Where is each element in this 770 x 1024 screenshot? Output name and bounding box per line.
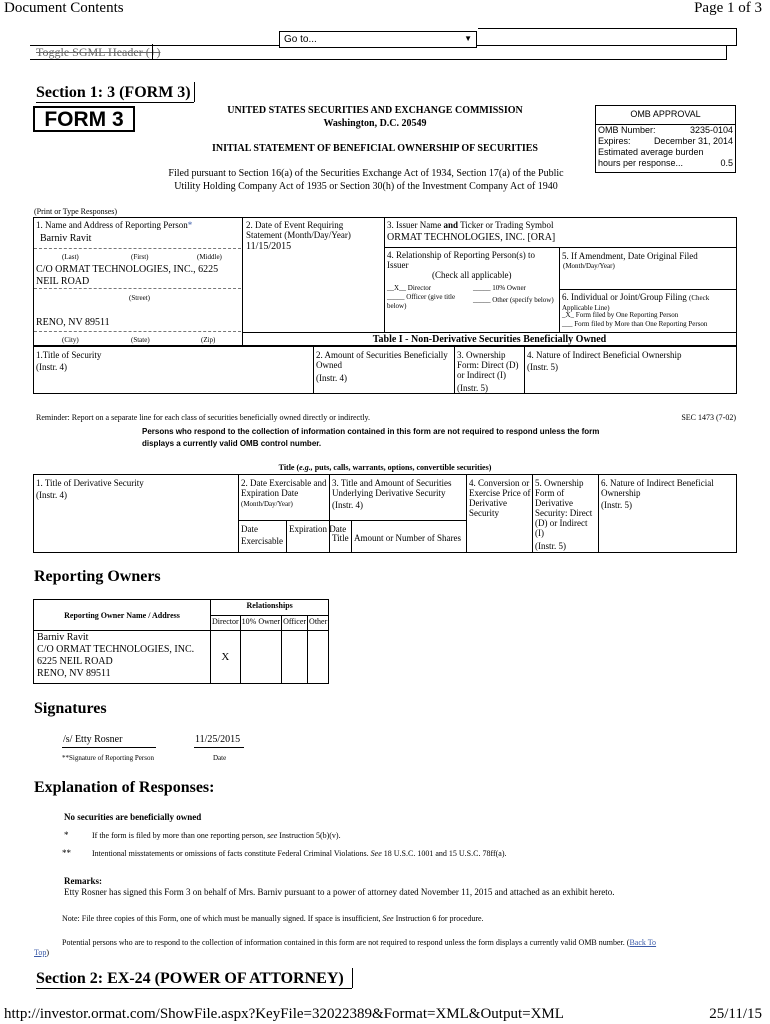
reporting-owners-heading: Reporting Owners [34, 568, 161, 585]
last-label: (Last) [62, 253, 79, 261]
t1-col3-instr: (Instr. 5) [457, 383, 488, 393]
reminder-note: Reminder: Report on a separate line for each class of securities beneficially owned directly or indirectly. [36, 413, 371, 422]
t2-col6-instr: (Instr. 5) [601, 500, 632, 510]
t1-col2: 2. Amount of Securities Beneficially Owned [316, 350, 448, 370]
t1-col4-instr: (Instr. 5) [527, 362, 558, 372]
omb-number: 3235-0104 [689, 125, 733, 135]
box1-label: 1. Name and Address of Reporting Person [36, 220, 188, 230]
table2-title-tail: puts, calls, warrants, options, convertible securities) [314, 463, 492, 472]
statement-title: INITIAL STATEMENT OF BENEFICIAL OWNERSHIP OF SECURITIES [211, 143, 538, 154]
t2-expiration-date: Expiration Date [289, 524, 347, 534]
omb-approval-box [595, 105, 736, 173]
explanation-heading: Explanation of Responses: [34, 779, 215, 796]
omb-expires: December 31, 2014 [653, 136, 733, 146]
omb-hours: 0.5 [720, 158, 733, 168]
goto-select-label: Go to... [284, 34, 317, 45]
box6-option-one: _X_ Form filed by One Reporting Person [562, 311, 679, 319]
t2-col2-sub: (Month/Day/Year) [241, 500, 293, 508]
middle-label: (Middle) [197, 253, 222, 261]
footnote-double-star-see: See [370, 849, 382, 858]
footer-date: 25/11/15 [709, 1006, 762, 1022]
potential-persons-note: Potential persons who are to respond to the collection of information contained in this form are not required to respond unless the form displays a currently valid OMB number. ( [62, 938, 630, 947]
footnote-double-star-tail: 18 U.S.C. 1001 and 15 U.S.C. 78ff(a). [383, 849, 507, 858]
t2-col4: 4. Conversion or Exercise Price of Derivative Security [469, 478, 531, 518]
owner-address-3: RENO, NV 89511 [37, 668, 111, 679]
footer-url: http://investor.ormat.com/ShowFile.aspx?KeyFile=32022389&Format=XML&Output=XML [4, 1006, 564, 1022]
box6-check: (Check Applicable Line) [562, 294, 710, 312]
col-director: Director [211, 615, 241, 631]
signature-label: **Signature of Reporting Person [62, 754, 154, 762]
box6-option-more: ___ Form filed by More than One Reporting Person [562, 320, 708, 328]
goto-select[interactable] [279, 31, 477, 48]
box3-and: and [443, 220, 458, 230]
omb-expires-label: Expires: [598, 136, 631, 146]
table-row [34, 631, 329, 684]
box3-label-2: Ticker or Trading Symbol [460, 220, 554, 230]
box6-label: 6. Individual or Joint/Group Filing [562, 292, 687, 302]
t2-col1: 1. Title of Derivative Security [36, 478, 144, 488]
reporting-owners-table [33, 599, 329, 684]
owner-address-2: 6225 NEIL ROAD [37, 656, 113, 667]
document-title: Document Contents [4, 0, 124, 16]
t2-col3-instr: (Instr. 4) [332, 500, 363, 510]
t2-col2: 2. Date Exercisable and Expiration Date [241, 478, 327, 498]
t1-col3: 3. Ownership Form: Direct (D) or Indirect (I) [457, 350, 519, 380]
owner-name-header: Reporting Owner Name / Address [34, 600, 211, 631]
col-10pct-owner: 10% Owner [240, 615, 281, 631]
back-to-top-link-part1[interactable]: Back To [629, 938, 657, 947]
reporting-person-name: Barniv Ravit [40, 233, 92, 244]
back-to-top-link[interactable]: Top [34, 948, 47, 957]
footnote-star-tail: Instruction 5(b)(v). [279, 831, 341, 840]
footnote-star: * [64, 830, 69, 840]
omb-hours-label: hours per response... [598, 158, 684, 168]
back-to-top-close: ) [46, 948, 49, 957]
agency-address: Washington, D.C. 20549 [323, 118, 427, 129]
sec-code: SEC 1473 (7-02) [681, 413, 736, 422]
t2-col1-instr: (Instr. 4) [36, 490, 67, 500]
col-other: Other [308, 615, 329, 631]
first-label: (First) [131, 253, 149, 261]
footnote-double-star: ** [62, 848, 71, 858]
signer-name: /s/ Etty Rosner [63, 734, 123, 745]
t2-col5: 5. Ownership Form of Derivative Security: Direct (D) or Indirect (I) [535, 478, 593, 538]
relationship-other: _____ Other (specify below) [473, 296, 554, 304]
table1-title: Table I - Non-Derivative Securities Beneficially Owned [372, 334, 607, 345]
omb-title: OMB APPROVAL [596, 106, 735, 125]
owner-name: Barniv Ravit [37, 632, 89, 643]
reporting-person-city: RENO, NV 89511 [36, 317, 110, 328]
col-officer: Officer [282, 615, 308, 631]
street-label: (Street) [129, 294, 150, 302]
box3-label: 3. Issuer Name [387, 220, 442, 230]
owner-address-1: C/O ORMAT TECHNOLOGIES, INC. [37, 644, 195, 655]
footnote-star-see: see [267, 831, 278, 840]
relationship-director: __X__ Director [387, 284, 432, 292]
filed-pursuant-line2: Utility Holding Company Act of 1935 or Section 30(h) of the Investment Company Act of 1940 [174, 181, 558, 192]
file-copies-note: Note: File three copies of this Form, one of which must be manually signed. If space is insufficient, [62, 914, 381, 923]
relationship-officer: _____ Officer (give title below) [387, 293, 456, 310]
t2-title: Title [332, 533, 349, 543]
state-label: (State) [131, 336, 150, 344]
filed-pursuant-line1: Filed pursuant to Section 16(a) of the Securities Exchange Act of 1934, Section 17(a) of the Public [168, 168, 564, 179]
persons-notice: Persons who respond to the collection of information contained in this form are not required to respond unless the form displays a currently valid OMB control number. [142, 427, 600, 448]
chevron-down-icon: ▼ [464, 34, 472, 43]
signatures-heading: Signatures [34, 700, 107, 717]
no-securities-note: No securities are beneficially owned [64, 812, 202, 822]
table2-title-eg: e.g., [299, 463, 313, 472]
t2-amount: Amount or Number of Shares [354, 533, 461, 543]
box2-label: 2. Date of Event Requiring Statement (Month/Day/Year) [246, 220, 351, 240]
t1-col1: 1.Title of Security [36, 350, 102, 360]
box4-label: 4. Relationship of Reporting Person(s) to Issuer [387, 250, 535, 270]
agency-name: UNITED STATES SECURITIES AND EXCHANGE COMMISSION [227, 105, 523, 116]
t2-col5-instr: (Instr. 5) [535, 541, 566, 551]
section-1-heading: Section 1: 3 (FORM 3) [36, 84, 191, 101]
omb-burden-label: Estimated average burden [598, 147, 704, 157]
reporting-person-street: C/O ORMAT TECHNOLOGIES, INC., 6225 NEIL ROAD [36, 264, 219, 287]
box5-label: 5. If Amendment, Date Original Filed [562, 251, 698, 261]
signature-date: 11/25/2015 [195, 734, 241, 745]
city-label: (City) [62, 336, 79, 344]
relationship-10pct-owner: _____ 10% Owner [473, 284, 526, 292]
relationships-header: Relationships [211, 600, 329, 616]
t2-date-exercisable: Date Exercisable [241, 524, 283, 546]
omb-number-label: OMB Number: [598, 125, 656, 135]
section-2-heading: Section 2: EX-24 (POWER OF ATTORNEY) [36, 970, 344, 987]
box5-sub: (Month/Day/Year) [563, 262, 615, 270]
t1-col1-instr: (Instr. 4) [36, 362, 67, 372]
signature-date-label: Date [213, 754, 227, 762]
check-all-applicable: (Check all applicable) [432, 270, 512, 280]
footnote-double-star-text: Intentional misstatements or omissions of facts constitute Federal Criminal Violations. [92, 849, 369, 858]
file-copies-see: See [382, 914, 394, 923]
footnote-star-text: If the form is filed by more than one reporting person, [92, 831, 266, 840]
table2-title: Title [278, 463, 295, 472]
remarks-text: Etty Rosner has signed this Form 3 on behalf of Mrs. Barniv pursuant to a power of attorney dated November 11, 2015 and attached as an exhibit hereto. [64, 887, 615, 897]
box1-star: * [187, 220, 193, 230]
event-date: 11/15/2015 [246, 241, 292, 252]
print-type-note: (Print or Type Responses) [34, 207, 118, 216]
toggle-sgml-header-link[interactable]: Toggle SGML Header (+) [36, 45, 161, 59]
t2-col3: 3. Title and Amount of Securities Underlying Derivative Security [332, 478, 452, 498]
zip-label: (Zip) [201, 336, 216, 344]
t1-col4: 4. Nature of Indirect Beneficial Ownership [527, 350, 682, 360]
t2-col6: 6. Nature of Indirect Beneficial Ownership [601, 478, 714, 498]
form-label: FORM 3 [33, 106, 135, 132]
issuer-name: ORMAT TECHNOLOGIES, INC. [ORA] [387, 232, 556, 243]
remarks-label: Remarks: [64, 876, 102, 886]
page-indicator: Page 1 of 3 [694, 0, 762, 16]
owner-director-mark: X [211, 631, 241, 684]
t1-col2-instr: (Instr. 4) [316, 373, 347, 383]
file-copies-tail: Instruction 6 for procedure. [395, 914, 484, 923]
